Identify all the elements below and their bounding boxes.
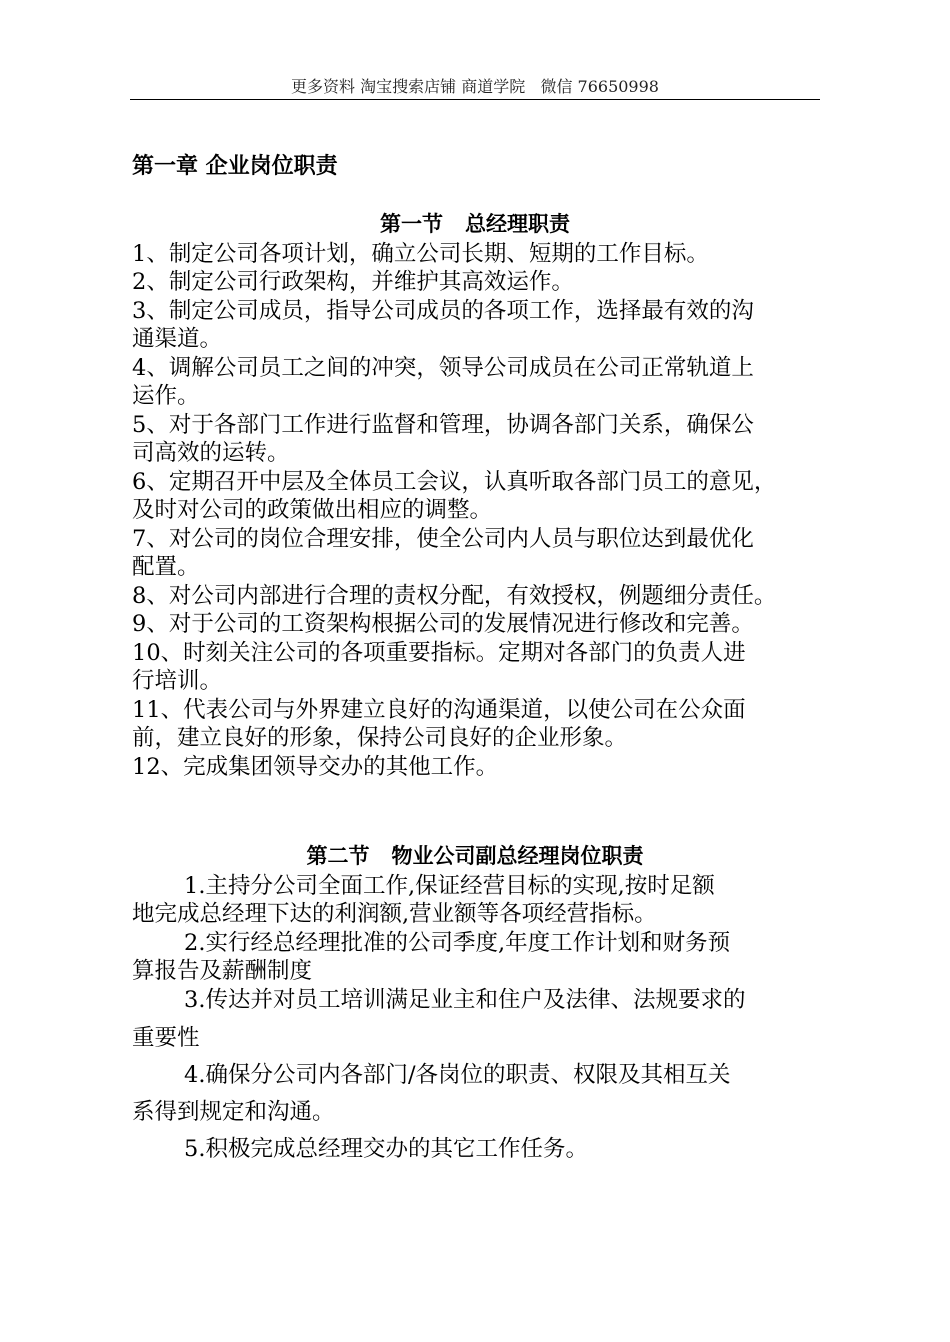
section-2-line: 重要性 <box>132 1025 200 1051</box>
section-1-line: 行培训。 <box>132 668 223 694</box>
section-1-line: 配置。 <box>132 554 200 580</box>
section-1-line: 7、对公司的岗位合理安排，使全公司内人员与职位达到最优化 <box>132 526 754 552</box>
section-1-line: 及时对公司的政策做出相应的调整。 <box>132 497 493 523</box>
section-1-line: 11、代表公司与外界建立良好的沟通渠道，以使公司在公众面 <box>132 697 746 723</box>
section-1-line: 1、制定公司各项计划，确立公司长期、短期的工作目标。 <box>132 241 709 267</box>
section-2-line: 系得到规定和沟通。 <box>132 1099 335 1125</box>
section-2-line: 3.传达并对员工培训满足业主和住户及法律、法规要求的 <box>184 987 746 1013</box>
section-1-line: 12、完成集团领导交办的其他工作。 <box>132 754 499 780</box>
section-1-line: 前，建立良好的形象，保持公司良好的企业形象。 <box>132 725 628 751</box>
section-2-line: 2.实行经总经理批准的公司季度,年度工作计划和财务预 <box>184 930 731 956</box>
section-2-title: 第二节 物业公司副总经理岗位职责 <box>306 844 644 868</box>
section-1-line: 运作。 <box>132 383 200 409</box>
section-1-line: 10、时刻关注公司的各项重要指标。定期对各部门的负责人进 <box>132 640 746 666</box>
section-1-line: 2、制定公司行政架构，并维护其高效运作。 <box>132 269 574 295</box>
section-1-line: 5、对于各部门工作进行监督和管理，协调各部门关系，确保公 <box>132 412 754 438</box>
section-2-line: 算报告及薪酬制度 <box>132 958 313 984</box>
section-2-line: 5.积极完成总经理交办的其它工作任务。 <box>184 1136 588 1162</box>
section-2-line: 1.主持分公司全面工作,保证经营目标的实现,按时足额 <box>184 873 715 899</box>
section-1-line: 8、对公司内部进行合理的责权分配，有效授权，例题细分责任。 <box>132 583 777 609</box>
section-2-line: 地完成总经理下达的利润额,营业额等各项经营指标。 <box>132 901 657 927</box>
page-header-text: 更多资料 淘宝搜索店铺 商道学院 微信 76650998 <box>291 77 659 96</box>
section-2-line: 4.确保分公司内各部门/各岗位的职责、权限及其相互关 <box>184 1062 731 1088</box>
header-divider <box>130 99 820 100</box>
section-1-line: 3、制定公司成员，指导公司成员的各项工作，选择最有效的沟 <box>132 298 754 324</box>
section-1-line: 6、定期召开中层及全体员工会议，认真听取各部门员工的意见， <box>132 469 777 495</box>
chapter-title: 第一章 企业岗位职责 <box>132 154 338 179</box>
section-1-line: 通渠道。 <box>132 326 223 352</box>
section-1-title: 第一节 总经理职责 <box>380 212 570 236</box>
section-1-line: 司高效的运转。 <box>132 440 290 466</box>
section-1-line: 9、对于公司的工资架构根据公司的发展情况进行修改和完善。 <box>132 611 754 637</box>
section-1-line: 4、调解公司员工之间的冲突，领导公司成员在公司正常轨道上 <box>132 355 754 381</box>
